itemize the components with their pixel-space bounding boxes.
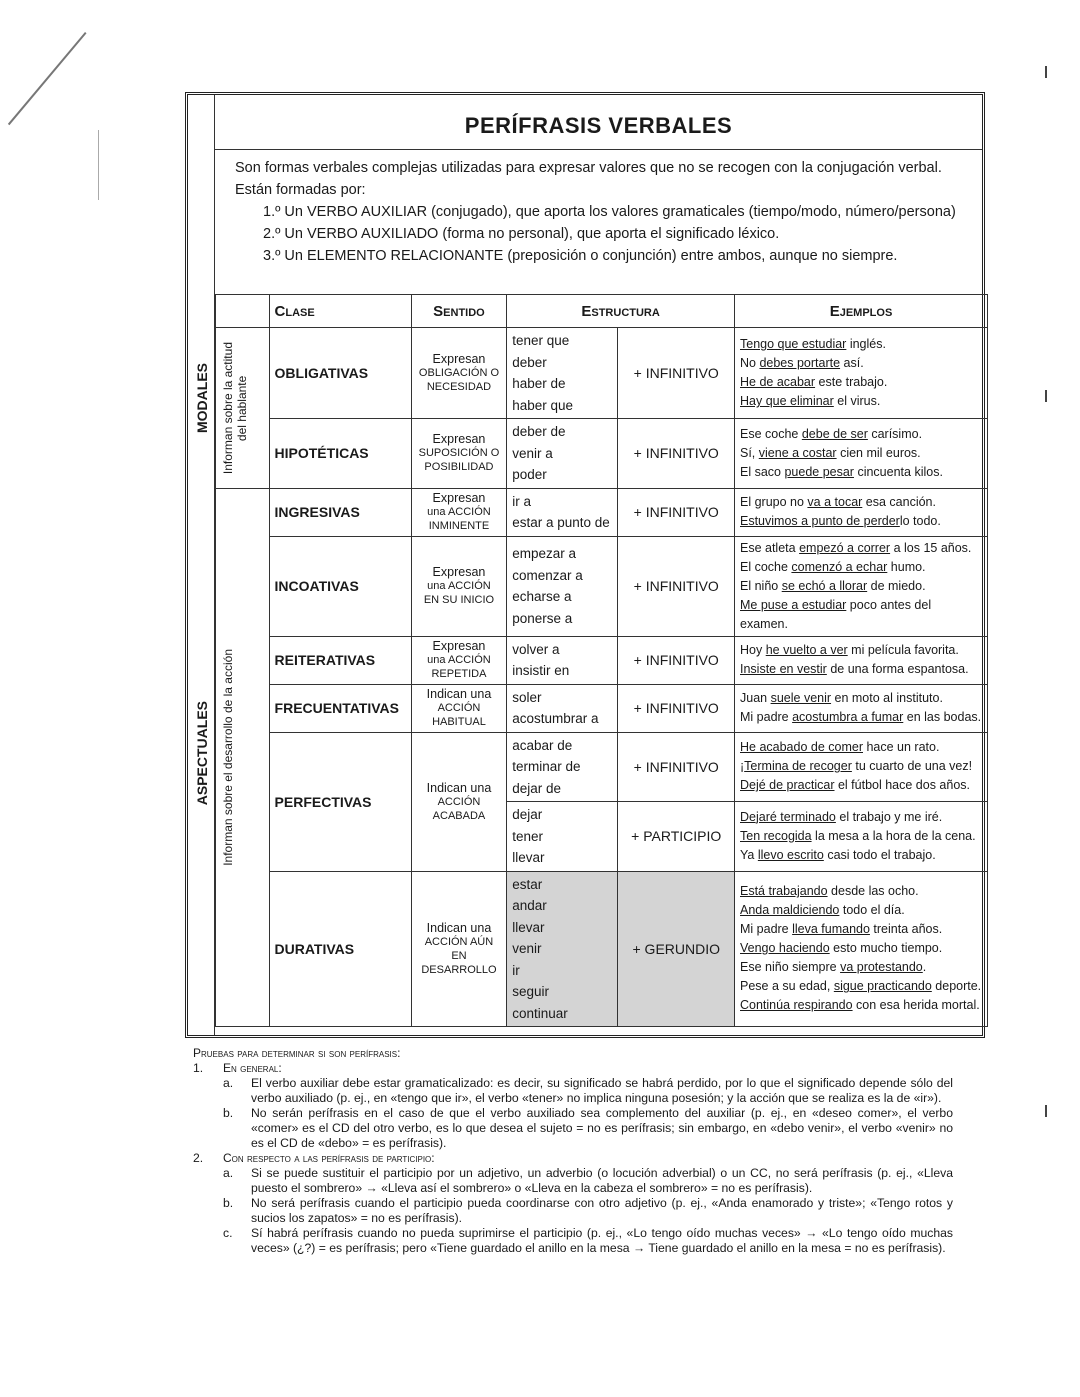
sense-line: Expresan	[432, 639, 486, 653]
structure-form: + GERUNDIO	[618, 871, 735, 1027]
intro-text	[235, 157, 956, 267]
example-text: ¡	[740, 759, 745, 774]
s1b-text: No serán perífrasis en el caso de que el verbo auxiliado sea complemento del auxiliar (p. ej., en «deseo comer», el verbo «comer» es el CD del otro verbo, es lo que desea el sujeto = no es perífrasis; sin embargo, en «debo venir», el verbo «venir» no es el CD de «debo» = es perífrasis).	[251, 1106, 953, 1150]
example-text: en las bodas.	[903, 710, 982, 724]
sense-line: Expresan	[432, 491, 486, 505]
table-row	[216, 419, 988, 489]
sense-line: ACCIÓN	[437, 795, 481, 808]
example-line	[740, 939, 982, 958]
example-line	[740, 958, 982, 977]
sense-line: Indican una	[426, 920, 492, 935]
sense-line: EN	[451, 949, 467, 962]
example-periphrasis: He acabado de comer	[740, 740, 863, 755]
example-line	[740, 996, 982, 1015]
scan-mark-right-1	[1045, 66, 1047, 78]
structure-verb: empezar a	[512, 546, 577, 561]
sense-line: DESARROLLO	[421, 963, 497, 976]
s2b-letter: b.	[223, 1196, 234, 1210]
notes-heading: Pruebas para determinar si son perífrasis:	[193, 1046, 401, 1060]
example-periphrasis: suele venir	[770, 691, 832, 705]
example-periphrasis: Está trabajando	[740, 884, 828, 899]
table-row	[216, 732, 988, 802]
example-text: treinta años.	[869, 922, 943, 937]
class-name: OBLIGATIVAS	[269, 328, 411, 419]
example-text: Juan	[740, 691, 771, 705]
example-periphrasis: Hay que eliminar	[740, 394, 834, 408]
example-text: Hoy	[740, 643, 766, 657]
example-line	[740, 882, 982, 901]
sense-line: POSIBILIDAD	[424, 461, 494, 474]
structure-verbs	[507, 536, 618, 636]
structure-verb: dejar de	[512, 780, 562, 796]
example-text: lo todo.	[899, 514, 941, 528]
example-periphrasis: puede pesar	[784, 464, 854, 479]
structure-form: + INFINITIVO	[618, 536, 735, 636]
sense-line: ACCIÓN AÚN	[424, 935, 494, 948]
example-periphrasis: He de acabar	[740, 375, 816, 389]
examples-cell	[735, 488, 988, 536]
intro-point-3: 3.º Un ELEMENTO RELACIONANTE (preposición o conjunción) entre ambos, aunque no siempre.	[263, 248, 898, 264]
structure-verbs	[507, 684, 618, 732]
table-header-row	[216, 295, 988, 328]
sense-line: Expresan	[432, 432, 486, 447]
example-line	[740, 558, 982, 577]
header-group-blank	[216, 295, 270, 328]
structure-form: + INFINITIVO	[618, 328, 735, 419]
class-name: DURATIVAS	[269, 871, 411, 1027]
example-periphrasis: sigue practicando	[833, 979, 932, 994]
example-text: Ese niño siempre	[740, 960, 841, 975]
s2c-text: Sí habrá perífrasis cuando no pueda suprimirse el participio (p. ej., «Lo tengo oído muchas veces» → «Lo tengo oído muchas veces» (¿?) = es perífrasis; pero «Tiene guardado el anillo en la mesa → Tiene guardado el anillo en la mesa = no es perífrasis).	[251, 1226, 953, 1255]
structure-verb: estar a punto de	[512, 515, 610, 530]
example-text: la mesa a la hora de la cena.	[811, 828, 976, 843]
s2-title: Con respecto a las perífrasis de participio:	[223, 1151, 435, 1165]
example-line	[740, 757, 982, 776]
sense-cell	[411, 732, 507, 871]
example-text: Pese a su edad,	[740, 979, 834, 994]
group-aspectuales-name: ASPECTUALES	[194, 701, 210, 806]
s2a-text: Si se puede sustituir el participio por un adjetivo, un adverbio (o locución adverbial) o un CC, no será perífrasis (p. ej., «Lleva puesto el sombrero» → «Lleva así el sombrero» o «Lleva en la cabeza el sombrero» = no es perífrasis).	[251, 1166, 953, 1195]
example-periphrasis: Dejaré terminado	[740, 809, 836, 824]
example-periphrasis: Anda maldiciendo	[740, 903, 840, 918]
structure-verb: andar	[512, 898, 547, 913]
sense-cell	[411, 488, 507, 536]
example-text: Ese atleta	[740, 540, 800, 555]
example-line	[740, 354, 982, 373]
sense-line: Expresan	[432, 565, 486, 579]
structure-verb: acostumbrar a	[512, 711, 599, 726]
example-line	[740, 444, 982, 463]
sense-line: Indican una	[426, 687, 492, 701]
intro-line-2: Están formadas por:	[235, 182, 366, 198]
example-line	[740, 689, 982, 708]
structure-verbs	[507, 732, 618, 802]
example-line	[740, 596, 982, 634]
sense-line: una ACCIÓN	[427, 506, 491, 518]
example-periphrasis: Me puse a estudiar	[740, 597, 847, 612]
class-name: FRECUENTATIVAS	[269, 684, 411, 732]
example-periphrasis: Vengo haciendo	[740, 941, 830, 956]
periphrasis-table	[215, 294, 988, 1027]
example-line	[740, 493, 982, 512]
example-line	[740, 392, 982, 411]
example-periphrasis: empezó a correr	[799, 540, 891, 555]
example-text: casi todo el trabajo.	[823, 847, 936, 862]
structure-verb: dejar	[512, 807, 543, 822]
structure-form: + INFINITIVO	[618, 488, 735, 536]
example-line	[740, 373, 982, 392]
s1b-letter: b.	[223, 1106, 234, 1120]
sense-line: ACABADA	[432, 809, 486, 822]
example-periphrasis: Ten recogida	[740, 828, 812, 843]
example-text: hace un rato.	[863, 740, 940, 755]
example-text: de una forma espantosa.	[826, 662, 969, 676]
scan-mark-right-3	[1045, 1105, 1047, 1117]
example-text: todo el día.	[839, 903, 905, 918]
group-modales-name: MODALES	[194, 363, 210, 433]
example-periphrasis: acostumbra a fumar	[792, 710, 904, 724]
example-text: mi película favorita.	[847, 643, 959, 657]
structure-verb: acabar de	[512, 737, 573, 753]
structure-verb: terminar de	[512, 759, 581, 774]
structure-verb: ir a	[512, 493, 531, 509]
tests-notes	[193, 1046, 953, 1256]
table-body	[216, 328, 988, 1027]
structure-verb: deber	[512, 354, 547, 370]
sense-line: REPETIDA	[431, 668, 487, 680]
example-text: tu cuarto de una vez!	[851, 759, 973, 774]
header-clase: Clase	[269, 295, 411, 328]
example-line	[740, 660, 982, 679]
s2b-text: No será perífrasis cuando el participio pueda coordinarse con otro adjetivo (p. ej., «Anda enamorado y triste»; «Tengo rotos y sucios los zapatos» = no es perífrasis).	[251, 1196, 953, 1225]
example-text: el virus.	[833, 394, 881, 408]
example-text: Ese coche	[740, 426, 802, 441]
structure-verbs	[507, 419, 618, 489]
table-row	[216, 684, 988, 732]
examples-cell	[735, 802, 988, 872]
example-text: El saco	[740, 464, 785, 479]
example-line	[740, 901, 982, 920]
sense-line: Expresan	[432, 352, 486, 366]
structure-form: + INFINITIVO	[618, 419, 735, 489]
table-row	[216, 871, 988, 1027]
sense-cell	[411, 636, 507, 684]
sense-line: SUPOSICIÓN O	[418, 447, 500, 460]
example-line	[740, 808, 982, 827]
structure-verbs	[507, 802, 618, 872]
structure-verb: ponerse a	[512, 610, 573, 626]
class-name: HIPOTÉTICAS	[269, 419, 411, 489]
examples-cell	[735, 684, 988, 732]
header-estructura: Estructura	[507, 295, 735, 328]
structure-verb: continuar	[512, 1005, 568, 1021]
sense-line: EN SU INICIO	[423, 594, 495, 606]
sense-cell	[411, 419, 507, 489]
s1a-text: El verbo auxiliar debe estar gramaticalizado: es decir, su significado se habrá perdido, por lo que el significado depende sólo del verbo auxiliado (p. ej., en «tengo que ir», el verbo «tener» no implica ninguna posesión; y la acción que se realiza es la de «ir»).	[251, 1076, 953, 1105]
table-row	[216, 328, 988, 419]
structure-verb: tener que	[512, 333, 570, 348]
structure-verb: venir a	[512, 445, 553, 461]
example-periphrasis: va protestando	[840, 960, 923, 975]
example-line	[740, 708, 982, 727]
example-text: esto mucho tiempo.	[829, 941, 943, 956]
aspectuales-desc: Informan sobre el desarrollo de la acción	[221, 648, 235, 866]
structure-verb: haber de	[512, 376, 566, 391]
structure-form: + INFINITIVO	[618, 732, 735, 802]
example-line	[740, 539, 982, 558]
table-row	[216, 488, 988, 536]
scan-mark-vertical	[98, 130, 99, 200]
structure-verb: poder	[512, 467, 547, 482]
s1a-letter: a.	[223, 1076, 234, 1090]
structure-form: + INFINITIVO	[618, 636, 735, 684]
header-ejemplos: Ejemplos	[735, 295, 988, 328]
title-rule	[215, 149, 982, 150]
example-text: Mi padre	[740, 922, 793, 937]
example-line	[740, 463, 982, 482]
group-modales-label	[189, 319, 215, 477]
scan-mark-right-2	[1045, 390, 1047, 402]
sense-line: Indican una	[426, 780, 492, 795]
sense-line: NECESIDAD	[426, 381, 492, 393]
document-inner	[194, 95, 982, 1035]
example-text: El coche	[740, 559, 792, 574]
s2c-letter: c.	[223, 1226, 233, 1240]
example-periphrasis: debes portarte	[759, 356, 841, 370]
example-periphrasis: comenzó a echar	[791, 559, 888, 574]
example-periphrasis: se echó a llorar	[781, 578, 868, 593]
table-row	[216, 536, 988, 636]
table-row	[216, 636, 988, 684]
example-line	[740, 738, 982, 757]
example-text: el fútbol hace dos años.	[834, 778, 971, 793]
intro-line-1: Son formas verbales complejas utilizadas para expresar valores que no se recogen con la conjugación verbal.	[235, 160, 942, 176]
example-text: esa canción.	[862, 495, 936, 509]
structure-form: + PARTICIPIO	[618, 802, 735, 872]
group-aspectuales-label	[189, 477, 215, 1030]
modales-desc-2: del hablante	[235, 375, 249, 441]
examples-cell	[735, 536, 988, 636]
example-text: Mi padre	[740, 710, 793, 724]
sense-cell	[411, 684, 507, 732]
s2a-letter: a.	[223, 1166, 234, 1180]
example-periphrasis: Estuvimos a punto de perder	[740, 514, 900, 528]
header-sentido: Sentido	[411, 295, 507, 328]
structure-verb: echarse a	[512, 589, 572, 604]
example-periphrasis: he vuelto a ver	[765, 643, 848, 657]
example-periphrasis: Insiste en vestir	[740, 662, 827, 676]
example-line	[740, 920, 982, 939]
example-text: carísimo.	[867, 426, 923, 441]
example-text: este trabajo.	[815, 375, 888, 389]
examples-cell	[735, 732, 988, 802]
sense-cell	[411, 536, 507, 636]
group-modales-desc	[216, 328, 270, 489]
example-text: humo.	[887, 559, 926, 574]
example-text: No	[740, 356, 760, 370]
examples-cell	[735, 328, 988, 419]
example-line	[740, 335, 982, 354]
example-text: cien mil euros.	[836, 445, 921, 460]
example-text: en moto al instituto.	[831, 691, 943, 705]
example-line	[740, 425, 982, 444]
example-periphrasis: lleva fumando	[792, 922, 870, 937]
structure-verb: deber de	[512, 424, 566, 439]
structure-verb: insistir en	[512, 663, 570, 678]
sense-line: una ACCIÓN	[427, 580, 491, 592]
example-periphrasis: Tengo que estudiar	[740, 337, 847, 351]
document-frame	[185, 92, 985, 1038]
examples-cell	[735, 636, 988, 684]
example-text: .	[922, 960, 927, 975]
sense-line: HABITUAL	[432, 716, 486, 728]
sense-cell	[411, 328, 507, 419]
example-text: El niño	[740, 578, 782, 593]
structure-verb: seguir	[512, 984, 549, 999]
example-text: poco antes del examen.	[740, 597, 932, 631]
class-name: PERFECTIVAS	[269, 732, 411, 871]
structure-verb: volver a	[512, 641, 560, 657]
s1-title: En general:	[223, 1061, 282, 1075]
examples-cell	[735, 871, 988, 1027]
example-text: con esa herida mortal.	[852, 998, 980, 1013]
example-line	[740, 977, 982, 996]
sense-line: INMINENTE	[428, 520, 490, 532]
structure-verbs	[507, 488, 618, 536]
structure-verb: venir	[512, 941, 542, 956]
group-aspectuales-desc	[216, 488, 270, 1027]
structure-form: + INFINITIVO	[618, 684, 735, 732]
s2-number: 2.	[193, 1151, 204, 1165]
example-text: El grupo no	[740, 495, 808, 509]
structure-verbs	[507, 328, 618, 419]
intro-point-2: 2.º Un VERBO AUXILIADO (forma no personal), que aporta el significado léxico.	[263, 226, 780, 242]
example-text: de miedo.	[867, 578, 926, 593]
example-line	[740, 846, 982, 865]
example-text: deporte.	[931, 979, 982, 994]
example-line	[740, 512, 982, 531]
example-line	[740, 577, 982, 596]
example-text: el trabajo y me iré.	[835, 809, 943, 824]
page-title: PERÍFRASIS VERBALES	[464, 113, 733, 138]
structure-verb: estar	[512, 876, 543, 892]
structure-verbs	[507, 871, 618, 1027]
structure-verb: haber que	[512, 397, 574, 413]
scan-mark-diagonal	[8, 32, 87, 125]
example-text: desde las ocho.	[827, 884, 919, 899]
modales-desc-1: Informan sobre la actitud	[221, 341, 235, 474]
structure-verb: soler	[512, 689, 542, 705]
example-text: así.	[840, 356, 864, 370]
sense-line: ACCIÓN	[437, 702, 481, 714]
intro-point-1: 1.º Un VERBO AUXILIAR (conjugado), que aporta los valores gramaticales (tiempo/modo, número/persona)	[263, 204, 956, 220]
sense-line: una ACCIÓN	[427, 654, 491, 666]
example-line	[740, 641, 982, 660]
s1-number: 1.	[193, 1061, 204, 1075]
class-name: INGRESIVAS	[269, 488, 411, 536]
example-text: cincuenta kilos.	[853, 464, 943, 479]
example-text: Sí,	[740, 445, 759, 460]
example-text: inglés.	[846, 337, 886, 351]
structure-verb: comenzar a	[512, 567, 583, 583]
example-periphrasis: llevo escrito	[757, 847, 824, 862]
class-name: REITERATIVAS	[269, 636, 411, 684]
structure-verbs	[507, 636, 618, 684]
class-name: INCOATIVAS	[269, 536, 411, 636]
example-line	[740, 827, 982, 846]
example-text: a los 15 años.	[890, 540, 972, 555]
sense-cell	[411, 871, 507, 1027]
example-line	[740, 776, 982, 795]
example-text: Ya	[740, 847, 758, 862]
example-periphrasis: viene a costar	[758, 445, 837, 460]
example-periphrasis: Dejé de practicar	[740, 778, 835, 793]
examples-cell	[735, 419, 988, 489]
structure-verb: ir	[512, 962, 520, 978]
example-periphrasis: va a tocar	[807, 495, 863, 509]
structure-verb: llevar	[512, 850, 545, 865]
example-periphrasis: debe de ser	[801, 426, 868, 441]
structure-verb: llevar	[512, 919, 545, 935]
sense-line: OBLIGACIÓN O	[418, 367, 499, 379]
example-periphrasis: Continúa respirando	[740, 998, 853, 1013]
structure-verb: tener	[512, 828, 543, 844]
example-periphrasis: Termina de recoger	[744, 759, 852, 774]
